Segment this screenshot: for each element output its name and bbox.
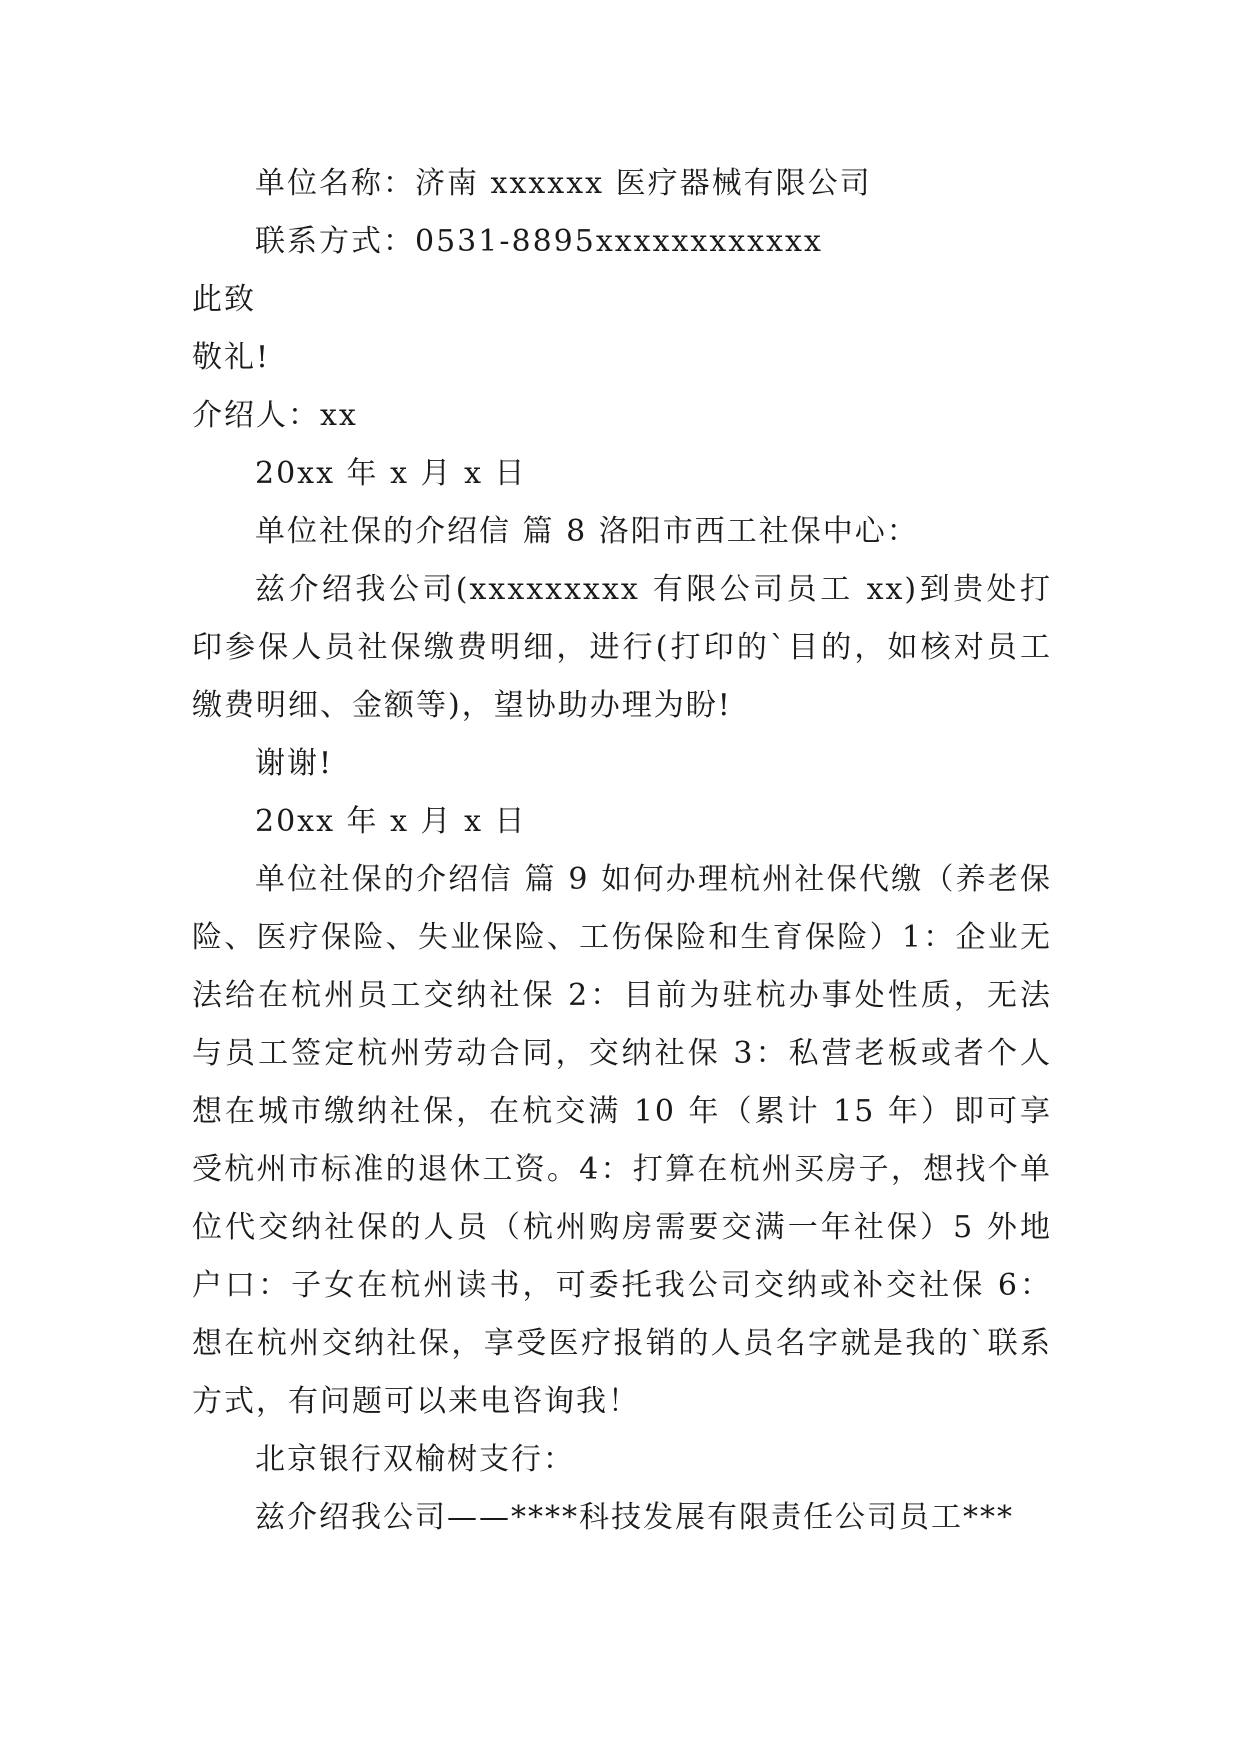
closing-cizhi: 此致 [192, 282, 256, 317]
unit-name-line: 单位名称：济南 xxxxxx 医疗器械有限公司 [255, 166, 872, 201]
document-body [192, 155, 1052, 1547]
date-line-2: 20xx 年 x 月 x 日 [255, 804, 527, 839]
introducer-line: 介绍人：xx [192, 398, 358, 433]
closing-jingli: 敬礼! [192, 340, 271, 375]
date-line-1: 20xx 年 x 月 x 日 [255, 456, 527, 491]
last-introduction-line: 兹介绍我公司——****科技发展有限责任公司员工*** [255, 1500, 1014, 1535]
thanks-line: 谢谢! [255, 746, 334, 781]
bank-address-line: 北京银行双榆树支行： [255, 1442, 575, 1477]
heading-letter-8: 单位社保的介绍信 篇 8 洛阳市西工社保中心： [255, 514, 919, 549]
paragraph-letter-9: 单位社保的介绍信 篇 9 如何办理杭州社保代缴（养老保险、医疗保险、失业保险、工伤保险和生育保险）1：企业无法给在杭州员工交纳社保 2：目前为驻杭办事处性质，无法与员工签定杭州劳动合同，交纳社保 3：私营老板或者个人想在城市缴纳社保，在杭交满 10 年（累计 15 年）即可享受杭州市标准的退休工资。4：打算在杭州买房子，想找个单位代交纳社保的人员（杭州购房需要交满一年社保）5 外地户口：子女在杭州读书，可委托我公司交纳或补交社保 6：想在杭州交纳社保，享受医疗报销的人员名字就是我的`联系方式，有问题可以来电咨询我！ [192, 862, 1052, 1419]
paragraph-letter-8: 兹介绍我公司(xxxxxxxxx 有限公司员工 xx)到贵处打印参保人员社保缴费明细，进行(打印的`目的，如核对员工缴费明细、金额等)，望协助办理为盼! [192, 572, 1052, 723]
contact-line: 联系方式：0531-8895xxxxxxxxxxxx [255, 224, 823, 259]
